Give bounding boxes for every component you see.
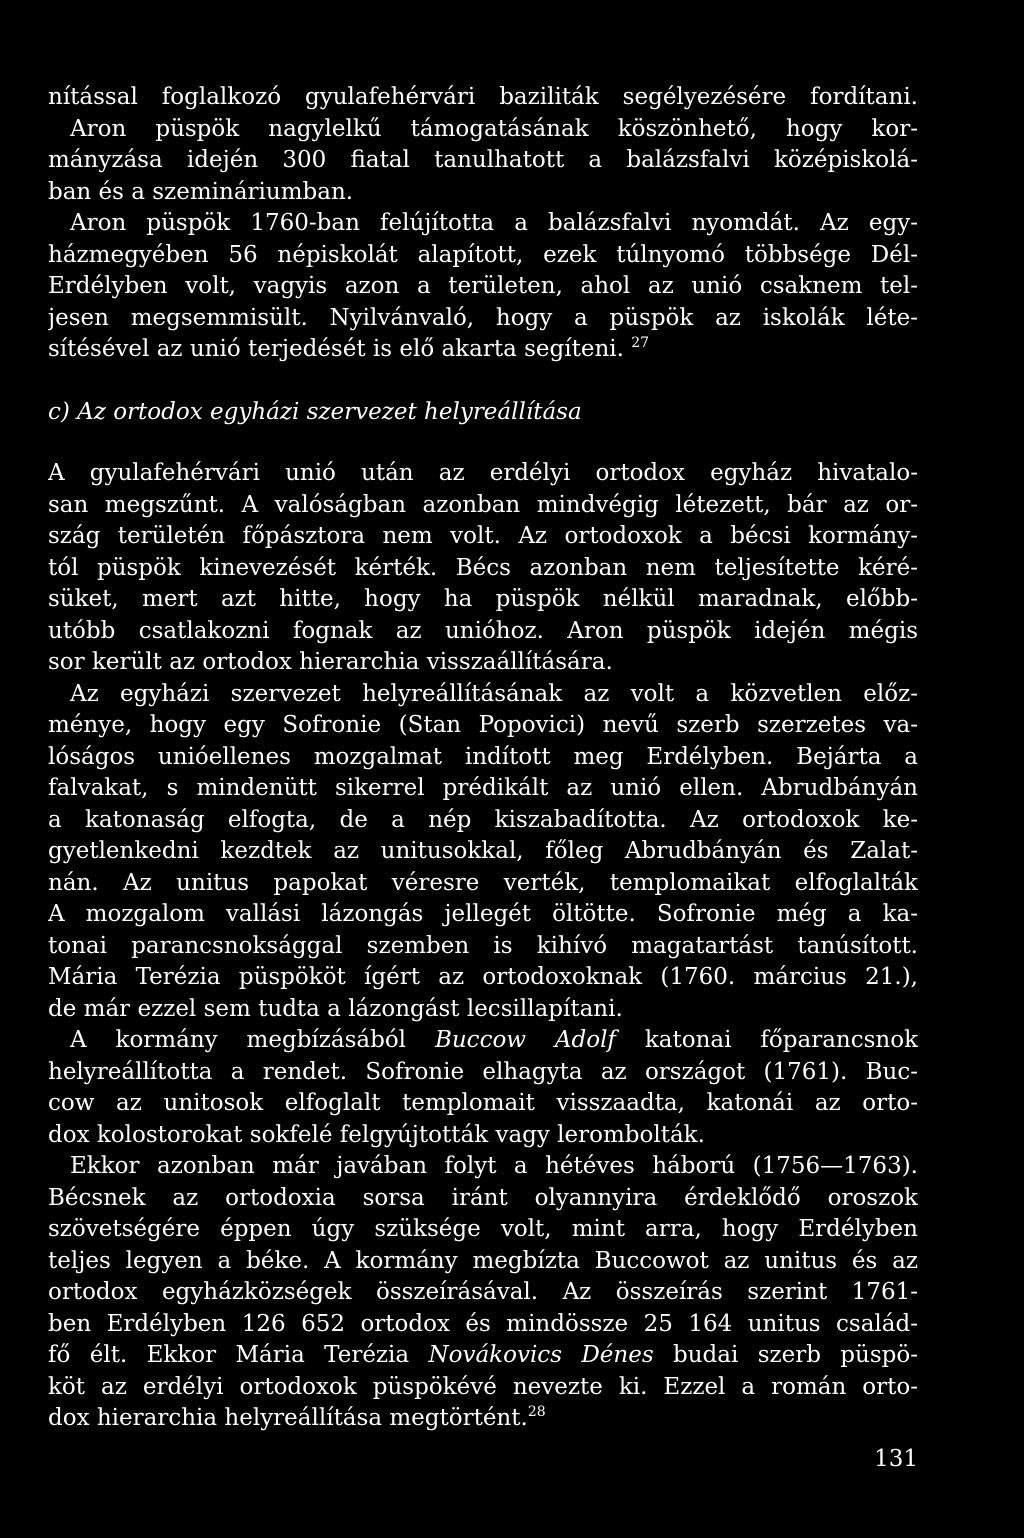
person-name: Buccow Adolf [434,1027,616,1053]
text-line: süket, mert azt hitte, hogy ha püspök nélkül maradnak, előbb- [48,586,918,612]
text-line: jesen megsemmisült. Nyilvánvaló, hogy a püspök az iskolák léte- [48,304,918,331]
text-line: Bécsnek az ortodoxia sorsa iránt olyannyira érdeklődő oroszok [48,1184,918,1211]
text-line: szövetségére éppen úgy szüksége volt, mint arra, hogy Erdélyben [48,1216,918,1242]
text-line: san megszűnt. A valóságban azonban mindvégig létezett, bár az or- [48,491,918,518]
text-span: fő élt. Ekkor Mária Terézia [48,1342,429,1368]
text-span: budai szerb püspö- [653,1342,918,1368]
text-line: Az egyházi szervezet helyreállításának az volt a közvetlen előz- [70,680,918,707]
text-line: ban és a szemináriumban. [48,178,354,205]
text-line: dox kolostorokat sokfelé felgyújtották vagy lerombolták. [48,1121,705,1148]
text-line: sor került az ortodox hierarchia visszaállítására. [48,649,613,675]
text-line: tonai parancsnoksággal szemben is kihívó magatartást tanúsított. [48,932,918,959]
text-span: A kormány megbízásából [70,1027,435,1053]
paragraph-1 [48,82,918,208]
text-line [48,1340,918,1372]
page-number: 131 [874,1446,918,1472]
text-line: Aron püspök nagylelkű támogatásának köszönhető, hogy kor- [70,115,918,142]
text-line: házmegyében 56 népiskolát alapított, ezek túlnyomó többsége Dél- [48,241,918,268]
text-line: nítással foglalkozó gyulafehérvári baziliták segélyezésére fordítani. [48,84,918,110]
text-span: sítésével az unió terjedését is elő akarta segíteni. [48,336,624,362]
paragraph-4 [48,679,918,1026]
text-line: tól püspök kinevezését kérték. Bécs azonban nem teljesítette kéré- [48,554,918,581]
text-span: katonai főparancsnok [615,1027,918,1053]
text-line: cow az unitosok elfoglalt templomait visszaadta, katonái az orto- [48,1090,918,1116]
section-heading: c) Az ortodox egyházi szervezet helyreállítása [48,398,582,425]
text-line: lóságos unióellenes mozgalmat indított meg Erdélyben. Bejárta a [48,743,918,770]
text-line: falvakat, s mindenütt sikerrel prédikált az unió ellen. Abrudbányán [48,775,918,801]
text-line: ortodox egyházközségek összeírásával. Az összeírás szerint 1761- [48,1279,918,1305]
text-span: dox hierarchia helyreállítása megtörtént. [48,1405,528,1431]
text-line: ménye, hogy egy Sofronie (Stan Popovici) nevű szerb szerzetes va- [48,712,918,738]
text-line: gyetlenkedni kezdtek az unitusokkal, főleg Abrudbányán és Zalat- [48,838,918,864]
text-line [48,334,918,366]
text-line [48,1025,918,1057]
text-line: nán. Az unitus papokat véresre verték, templomaikat elfoglalták [48,869,918,896]
text-line: teljes legyen a béke. A kormány megbízta Buccowot az unitus és az [48,1247,918,1274]
text-line: Mária Terézia püspököt ígért az ortodoxoknak (1760. március 21.), [48,964,918,990]
paragraph-2 [48,208,918,366]
text-line [48,1403,918,1435]
text-line: utóbb csatlakozni fognak az unióhoz. Aron püspök idején mégis [48,617,918,644]
person-name: Novákovics Dénes [428,1342,654,1368]
text-line: szág területén főpásztora nem volt. Az ortodoxok a bécsi kormány- [48,523,918,549]
text-line: helyreállította a rendet. Sofronie elhagyta az országot (1761). Buc- [48,1058,918,1085]
paragraph-6 [48,1151,918,1435]
paragraph-5 [48,1025,918,1151]
paragraph-3 [48,458,918,679]
text-line: Erdélyben volt, vagyis azon a területen, ahol az unió csaknem tel- [48,273,918,299]
text-line: a katonaság elfogta, de a nép kiszabadította. Az ortodoxok ke- [48,806,918,833]
text-line: A gyulafehérvári unió után az erdélyi ortodox egyház hivatalo- [48,460,918,486]
text-line: mányzása idején 300 fiatal tanulhatott a balázsfalvi középiskolá- [48,147,918,173]
footnote-marker: 28 [527,1404,546,1420]
text-line: de már ezzel sem tudta a lázongást lecsillapítani. [48,995,623,1022]
text-line: köt az erdélyi ortodoxok püspökévé nevezte ki. Ezzel a román orto- [48,1373,918,1400]
text-line: Aron püspök 1760-ban felújította a balázsfalvi nyomdát. Az egy- [70,210,918,236]
text-line: A mozgalom vallási lázongás jellegét öltötte. Sofronie még a ka- [48,901,918,927]
footnote-marker: 27 [631,335,650,351]
text-line: ben Erdélyben 126 652 ortodox és mindössze 25 164 unitus család- [48,1310,918,1337]
text-line: Ekkor azonban már javában folyt a hétéves háború (1756—1763). [70,1153,918,1179]
